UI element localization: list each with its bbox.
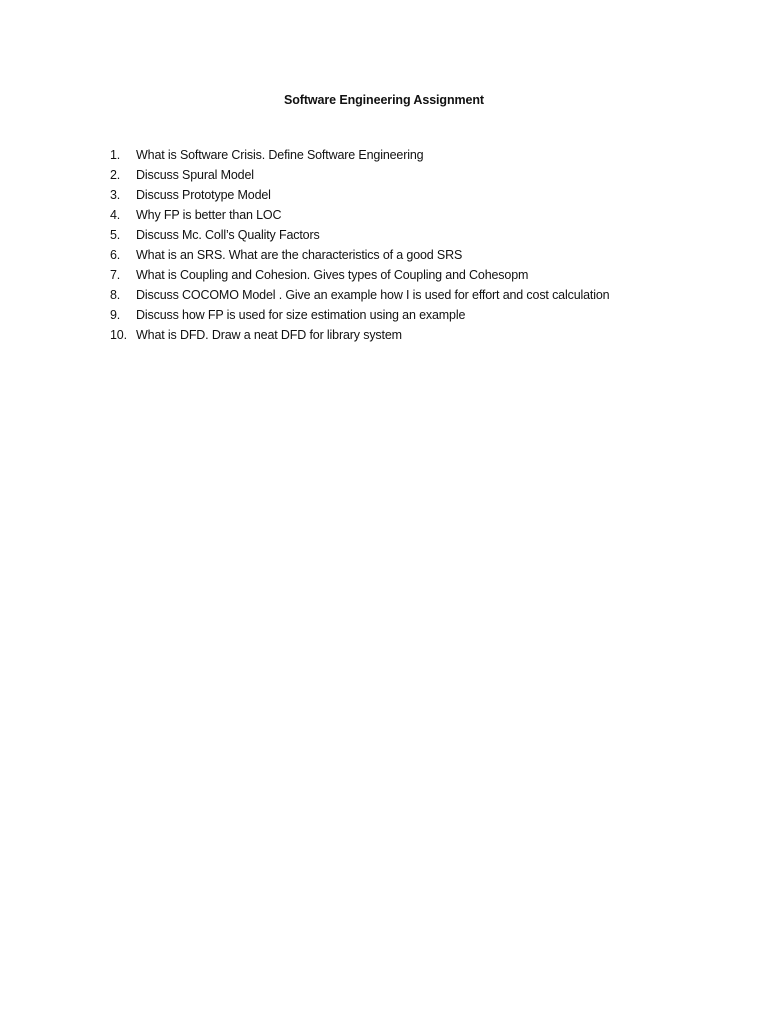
- question-number: 9.: [110, 308, 121, 322]
- question-text: What is Coupling and Cohesion. Gives types of Coupling and Cohesopm: [136, 268, 529, 282]
- question-text: Discuss COCOMO Model . Give an example how I is used for effort and cost calculation: [136, 288, 610, 302]
- question-number: 2.: [110, 168, 121, 182]
- question-item: [110, 145, 610, 165]
- question-item: [110, 305, 610, 325]
- question-number: 8.: [110, 288, 121, 302]
- question-number: 3.: [110, 188, 121, 202]
- question-number: 10.: [110, 328, 127, 342]
- question-list: [110, 145, 610, 345]
- question-item: [110, 205, 610, 225]
- question-number: 4.: [110, 208, 121, 222]
- question-text: Discuss Prototype Model: [136, 188, 271, 202]
- document-title: Software Engineering Assignment: [284, 93, 484, 107]
- question-number: 6.: [110, 248, 121, 262]
- question-number: 1.: [110, 148, 121, 162]
- question-item: [110, 245, 610, 265]
- question-item: [110, 265, 610, 285]
- question-text: Discuss Spural Model: [136, 168, 254, 182]
- question-text: What is DFD. Draw a neat DFD for library system: [136, 328, 402, 342]
- question-text: What is an SRS. What are the characteristics of a good SRS: [136, 248, 463, 262]
- question-number: 5.: [110, 228, 121, 242]
- question-text: Discuss how FP is used for size estimation using an example: [136, 308, 466, 322]
- question-item: [110, 225, 610, 245]
- question-item: [110, 285, 610, 305]
- question-item: [110, 325, 610, 345]
- question-text: Why FP is better than LOC: [136, 208, 282, 222]
- question-number: 7.: [110, 268, 121, 282]
- question-text: Discuss Mc. Coll’s Quality Factors: [136, 228, 320, 242]
- question-item: [110, 185, 610, 205]
- question-item: [110, 165, 610, 185]
- question-text: What is Software Crisis. Define Software Engineering: [136, 148, 424, 162]
